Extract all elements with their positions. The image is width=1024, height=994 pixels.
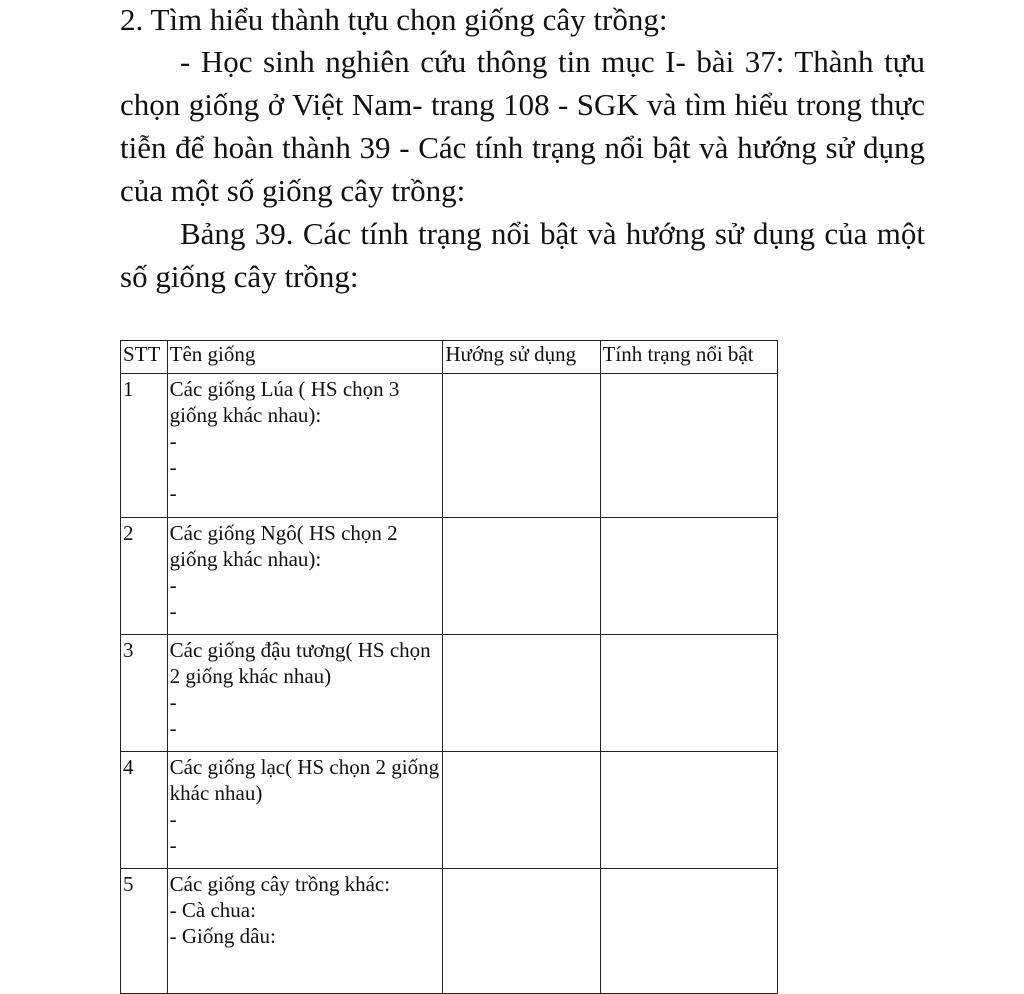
row-use-cell[interactable]: [443, 869, 600, 994]
row-item: -: [169, 833, 177, 857]
row-name: Các giống cây trồng khác:: [169, 872, 391, 896]
row-name: Các giống Lúa ( HS chọn 3 giống khác nhau):: [169, 377, 400, 427]
row-item: -: [169, 690, 177, 714]
row-item: -: [169, 429, 177, 453]
table-row: [121, 374, 778, 518]
section-heading: 2. Tìm hiểu thành tựu chọn giống cây trồng:: [120, 2, 668, 37]
row-trait-cell[interactable]: [600, 869, 777, 994]
varieties-table: [120, 340, 778, 994]
row-name-cell: [167, 374, 443, 518]
header-use: Hướng sử dụng: [443, 341, 600, 374]
row-name-cell: [167, 752, 443, 869]
row-name-cell: [167, 869, 443, 994]
instruction-paragraph: - Học sinh nghiên cứu thông tin mục I- bài 37: Thành tựu chọn giống ở Việt Nam- trang 108 - SGK và tìm hiểu trong thực tiễn để hoàn thành 39 - Các tính trạng nổi bật và hướng sử dụng của một số giống cây trồng:: [120, 44, 925, 208]
row-item: -: [169, 716, 177, 740]
row-trait-cell[interactable]: [600, 518, 777, 635]
row-name: Các giống lạc( HS chọn 2 giống khác nhau): [169, 755, 440, 805]
row-trait-cell[interactable]: [600, 635, 777, 752]
row-stt: 3: [121, 635, 168, 752]
table-caption: Bảng 39. Các tính trạng nổi bật và hướng sử dụng của một số giống cây trồng:: [120, 216, 925, 294]
row-item: -: [169, 455, 177, 479]
row-item: - Giống dâu:: [169, 924, 276, 948]
table-row: [121, 518, 778, 635]
row-name: Các giống Ngô( HS chọn 2 giống khác nhau):: [169, 521, 398, 571]
row-stt: 5: [121, 869, 168, 994]
table-row: [121, 869, 778, 994]
row-name-cell: [167, 635, 443, 752]
row-item: - Cà chua:: [169, 898, 256, 922]
document-page: [120, 0, 925, 298]
row-use-cell[interactable]: [443, 518, 600, 635]
row-name: Các giống đậu tương( HS chọn 2 giống khác nhau): [169, 638, 431, 688]
table-header-row: [121, 341, 778, 374]
row-stt: 2: [121, 518, 168, 635]
row-item: -: [169, 807, 177, 831]
row-item: -: [169, 573, 177, 597]
table-row: [121, 752, 778, 869]
header-trait: Tính trạng nổi bật: [600, 341, 777, 374]
row-use-cell[interactable]: [443, 374, 600, 518]
row-use-cell[interactable]: [443, 635, 600, 752]
row-trait-cell[interactable]: [600, 752, 777, 869]
row-item: -: [169, 599, 177, 623]
row-stt: 4: [121, 752, 168, 869]
row-trait-cell[interactable]: [600, 374, 777, 518]
header-name: Tên giống: [167, 341, 443, 374]
row-item: -: [169, 481, 177, 505]
row-use-cell[interactable]: [443, 752, 600, 869]
row-name-cell: [167, 518, 443, 635]
row-stt: 1: [121, 374, 168, 518]
header-stt: STT: [121, 341, 168, 374]
table-row: [121, 635, 778, 752]
